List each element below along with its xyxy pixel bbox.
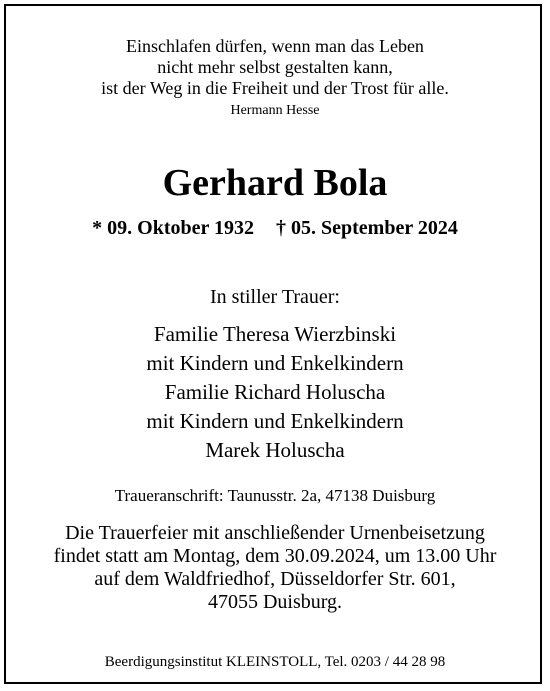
mourner-line: mit Kindern und Enkelkindern [146, 351, 404, 375]
ceremony-info [0, 522, 550, 614]
birth-date: * 09. Oktober 1932 [92, 217, 254, 239]
mourning-intro: In stiller Trauer: [210, 286, 340, 308]
ceremony-line: auf dem Waldfriedhof, Düsseldorfer Str. 601, [94, 568, 456, 590]
poem-line: nicht mehr selbst gestalten kann, [157, 57, 393, 77]
poem-line: Einschlafen dürfen, wenn man das Leben [126, 36, 424, 56]
deceased-name: Gerhard Bola [162, 162, 388, 204]
funeral-home-footer: Beerdigungsinstitut KLEINSTOLL, Tel. 0203 / 44 28 98 [104, 654, 446, 670]
life-dates [0, 215, 550, 241]
ceremony-line: 47055 Duisburg. [207, 591, 343, 613]
mourner-line: mit Kindern und Enkelkindern [146, 409, 404, 433]
mourner-line: Familie Richard Holuscha [164, 380, 386, 404]
mourning-address: Traueranschrift: Taunusstr. 2a, 47138 Duisburg [114, 486, 436, 505]
mourner-line: Familie Theresa Wierzbinski [153, 322, 397, 346]
ceremony-line: Die Trauerfeier mit anschließender Urnenbeisetzung [65, 522, 485, 544]
poem-author: Hermann Hesse [230, 103, 320, 118]
ceremony-line: findet statt am Montag, dem 30.09.2024, um 13.00 Uhr [53, 545, 497, 567]
poem-line: ist der Weg in die Freiheit und der Trost für alle. [101, 78, 449, 98]
mourners-list [0, 320, 550, 465]
death-date: † 05. September 2024 [276, 217, 458, 239]
mourner-line: Marek Holuscha [205, 438, 345, 462]
poem-quote [0, 36, 550, 99]
